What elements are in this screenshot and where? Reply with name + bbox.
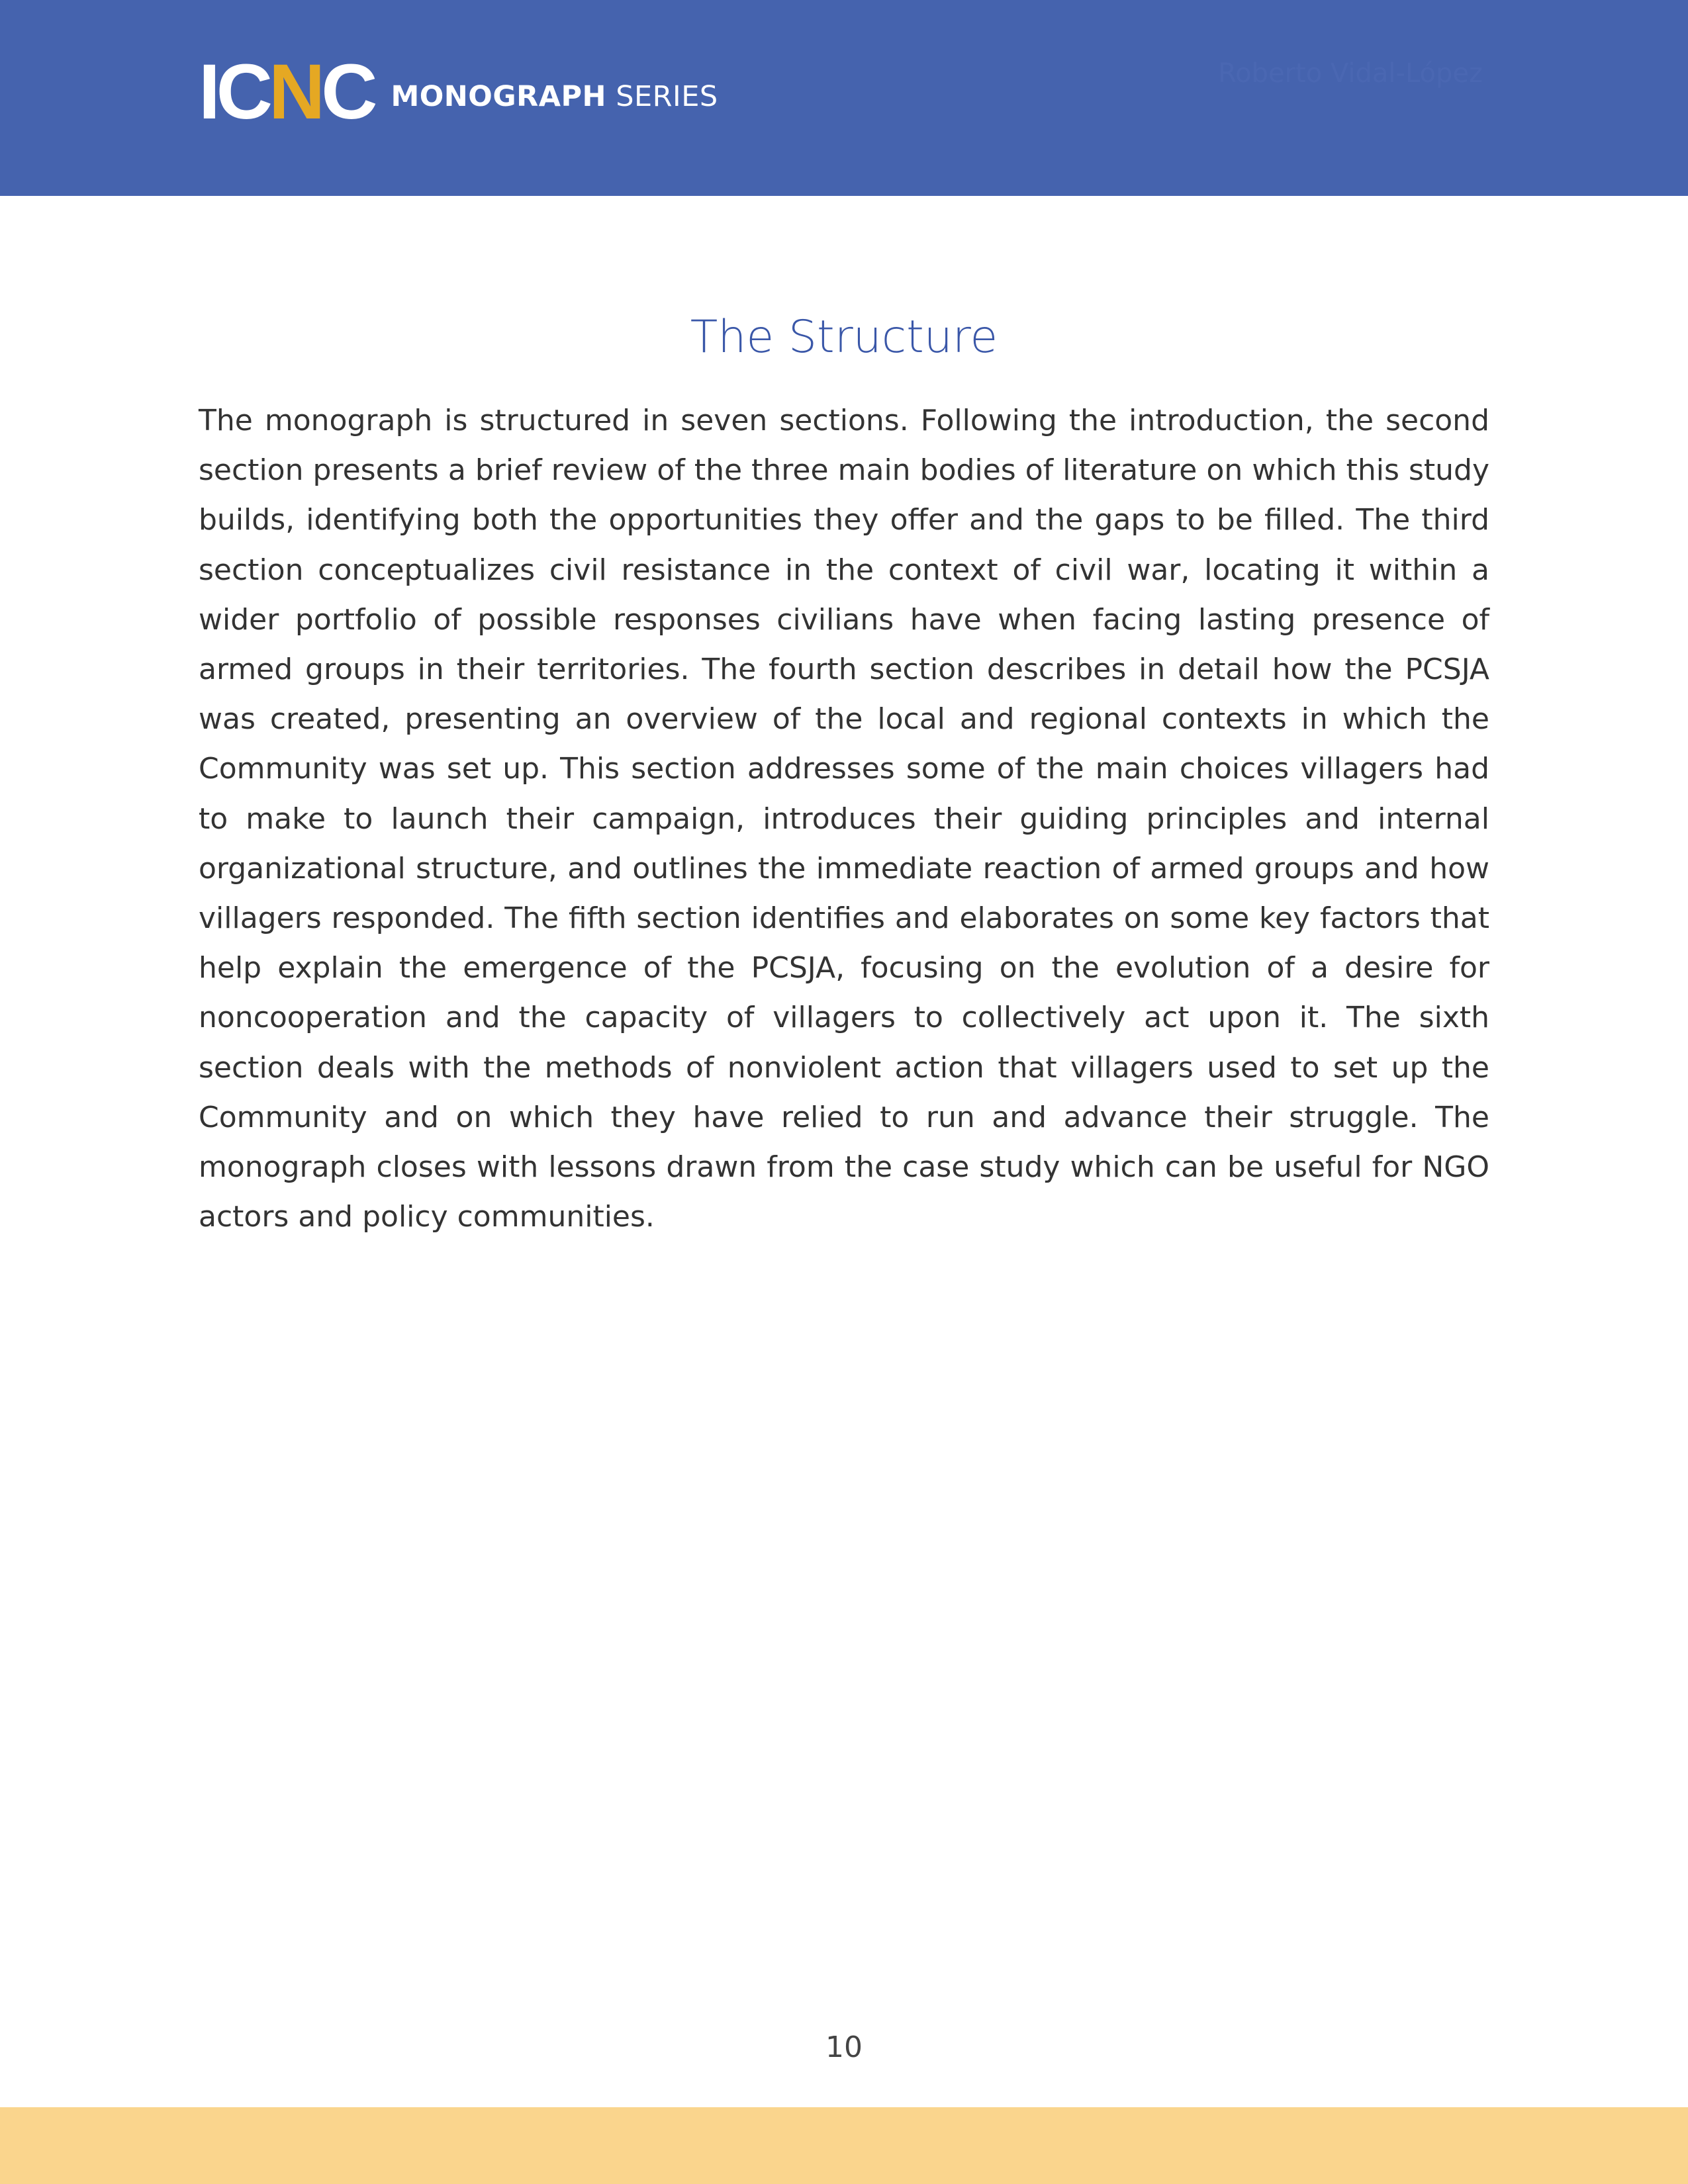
header-banner [0,0,1688,196]
section-title: The Structure [690,310,998,363]
logo-mark [199,48,374,136]
logo-letter-i: I [199,48,216,136]
logo-letter-n: N [269,48,322,136]
header-author-ghost: Roberto Vidal-López [1218,58,1483,89]
logo-letter-c: C [216,48,269,136]
series-label [391,80,718,113]
page-number: 10 [825,2030,863,2064]
icnc-logo [199,48,718,136]
body-paragraph: The monograph is structured in seven sections. Following the introduction, the second section presents a brief review of the three main bodies of literature on which this study builds, identifying both the opportunities they offer and the gaps to be filled. The third section conceptualizes civil resistance in the context of civil war, locating it within a wider portfolio of possible responses civilians have when facing lasting presence of armed groups in their territories. The fourth section describes in detail how the PCSJA was created, presenting an overview of the local and regional contexts in which the Community was set up. This section addresses some of the main choices villagers had to make to launch their campaign, introduces their guiding principles and internal organizational structure, and outlines the immediate reaction of armed groups and how villagers responded. The fifth section identifies and elaborates on some key factors that help explain the emergence of the PCSJA, focusing on the evolution of a desire for noncooperation and the capacity of villagers to collectively act upon it. The sixth section deals with the methods of nonviolent action that villagers used to set up the Community and on which they have relied to run and advance their struggle. The monograph closes with lessons drawn from the case study which can be useful for NGO actors and policy communities. [199,404,1489,1234]
series-label-light: SERIES [616,80,718,113]
series-label-strong: MONOGRAPH [391,80,607,113]
footer-bar [0,2107,1688,2184]
logo-letter-c: C [321,48,374,136]
